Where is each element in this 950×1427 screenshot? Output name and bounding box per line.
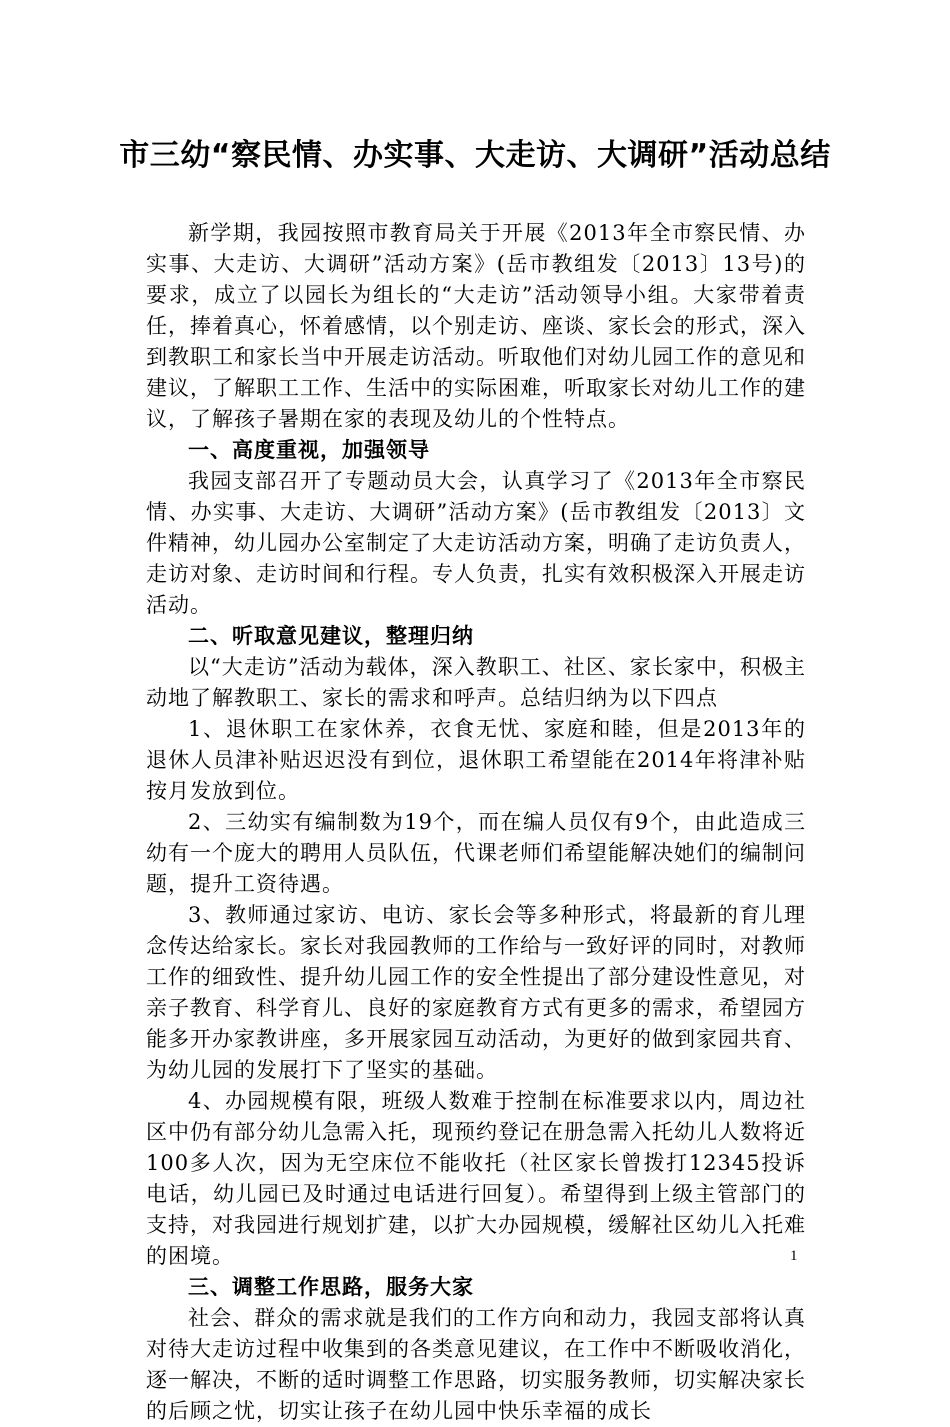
section-3-paragraph: 社会、群众的需求就是我们的工作方向和动力，我园支部将认真对待大走访过程中收集到的各类意见建议，在工作中不断吸收消化，逐一解决，不断的适时调整工作思路，切实服务教师，切实解决家长的后顾之忧，切实让孩子在幼儿园中快乐幸福的成长 [146, 1306, 806, 1423]
section-2-intro-paragraph: 以“大走访”活动为载体，深入教职工、社区、家长家中，积极主动地了解教职工、家长的需求和呼声。总结归纳为以下四点 [146, 655, 806, 710]
point-4-paragraph: 4、办园规模有限，班级人数难于控制在标准要求以内，周边社区中仍有部分幼儿急需入托，现预约登记在册急需入托幼儿人数将近100多人次，因为无空床位不能收托（社区家长曾拨打12345投诉电话，幼儿园已及时通过电话进行回复）。希望得到上级主管部门的支持，对我园进行规划扩建，以扩大办园规模，缓解社区幼儿入托难的困境。 [146, 1089, 806, 1268]
section-heading-1: 一、高度重视，加强领导 [188, 438, 430, 462]
page-number: 1 [790, 1248, 798, 1264]
point-2-paragraph: 2、三幼实有编制数为19个，而在编人员仅有9个，由此造成三幼有一个庞大的聘用人员队伍，代课老师们希望能解决她们的编制问题，提升工资待遇。 [146, 810, 806, 896]
document-title: 市三幼“察民情、办实事、大走访、大调研”活动总结 [119, 138, 831, 173]
point-1-paragraph: 1、退休职工在家休养，衣食无忧、家庭和睦，但是2013年的退休人员津补贴迟迟没有到位，退休职工希望能在2014年将津补贴按月发放到位。 [146, 717, 806, 803]
document-body [146, 218, 806, 1427]
intro-paragraph: 新学期，我园按照市教育局关于开展《2013年全市察民情、办实事、大走访、大调研”活动方案》(岳市教组发〔2013〕13号)的要求，成立了以园长为组长的“大走访”活动领导小组。大家带着责任，捧着真心，怀着感情，以个别走访、座谈、家长会的形式，深入到教职工和家长当中开展走访活动。听取他们对幼儿园工作的意见和建议，了解职工工作、生活中的实际困难，听取家长对幼儿工作的建议，了解孩子暑期在家的表现及幼儿的个性特点。 [146, 221, 806, 431]
section-heading-2: 二、听取意见建议，整理归纳 [188, 624, 474, 648]
section-1-paragraph: 我园支部召开了专题动员大会，认真学习了《2013年全市察民情、办实事、大走访、大调研”活动方案》(岳市教组发〔2013〕文件精神，幼儿园办公室制定了大走访活动方案，明确了走访负责人，走访对象、走访时间和行程。专人负责，扎实有效积极深入开展走访活动。 [146, 469, 806, 617]
point-3-paragraph: 3、教师通过家访、电访、家长会等多种形式，将最新的育儿理念传达给家长。家长对我园教师的工作给与一致好评的同时，对教师工作的细致性、提升幼儿园工作的安全性提出了部分建设性意见，对亲子教育、科学育儿、良好的家庭教育方式有更多的需求，希望园方能多开办家教讲座，多开展家园互动活动，为更好的做到家园共育、为幼儿园的发展打下了坚实的基础。 [146, 903, 806, 1082]
section-heading-3: 三、调整工作思路，服务大家 [188, 1275, 474, 1299]
